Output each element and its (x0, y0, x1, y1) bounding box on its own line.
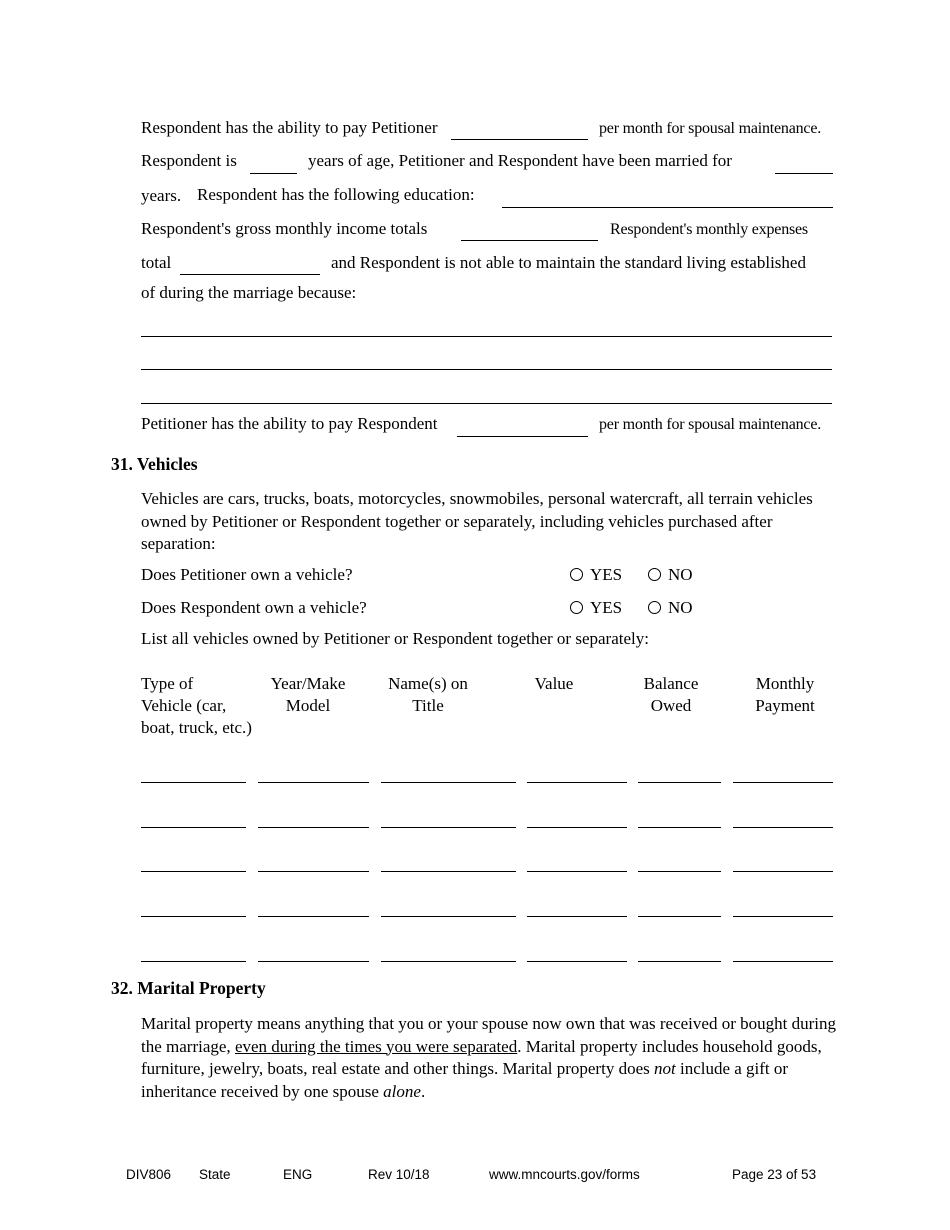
standard-living-text: and Respondent is not able to maintain the standard living established (331, 253, 806, 272)
vehicle-row-2-type-field[interactable] (141, 827, 246, 828)
vehicle-row-4-type-field[interactable] (141, 916, 246, 917)
vehicle-row-3-monthly-payment-field[interactable] (733, 871, 833, 872)
resp-ability-label: Respondent has the ability to pay Petitioner (141, 118, 438, 137)
vehicle-row-5-monthly-payment-field[interactable] (733, 961, 833, 962)
vehicle-row-4-year-make-model-field[interactable] (258, 916, 369, 917)
married-years-field[interactable] (775, 173, 833, 174)
petitioner-no-option[interactable]: NO (648, 565, 693, 585)
petitioner-vehicle-question: Does Petitioner own a vehicle? (141, 565, 353, 584)
resp-ability-suffix: per month for spousal maintenance. (599, 120, 822, 137)
vehicle-row-3-year-make-model-field[interactable] (258, 871, 369, 872)
footer-website[interactable]: www.mncourts.gov/forms (489, 1167, 640, 1182)
petitioner-yes-option[interactable]: YES (570, 565, 622, 585)
pet-ability-label: Petitioner has the ability to pay Respondent (141, 414, 438, 433)
radio-circle-icon[interactable] (570, 601, 583, 614)
resp-age-label: Respondent is (141, 151, 237, 170)
pet-ability-amount-field[interactable] (457, 436, 588, 437)
radio-circle-icon[interactable] (648, 568, 661, 581)
footer-jurisdiction: State (199, 1167, 231, 1182)
col-value: Value (534, 674, 574, 693)
col-names-on-title: Name(s) on Title (388, 674, 468, 715)
radio-circle-icon[interactable] (570, 568, 583, 581)
reason-line-1[interactable] (141, 336, 832, 337)
resp-ability-amount-field[interactable] (451, 139, 588, 140)
vehicle-row-1-monthly-payment-field[interactable] (733, 782, 833, 783)
vehicle-row-4-names-on-title-field[interactable] (381, 916, 516, 917)
education-label: Respondent has the following education: (197, 185, 475, 204)
respondent-vehicle-question: Does Respondent own a vehicle? (141, 598, 367, 617)
reason-line-3[interactable] (141, 403, 832, 404)
reason-line-2[interactable] (141, 369, 832, 370)
vehicle-list-instruction: List all vehicles owned by Petitioner or Respondent together or separately: (141, 629, 649, 648)
gross-income-label: Respondent's gross monthly income totals (141, 219, 428, 238)
during-marriage-text: of during the marriage because: (141, 283, 357, 302)
vehicle-row-1-names-on-title-field[interactable] (381, 782, 516, 783)
col-type-of-vehicle: Type of Vehicle (car, boat, truck, etc.) (141, 674, 252, 737)
vehicle-row-2-balance-owed-field[interactable] (638, 827, 721, 828)
monthly-expenses-label: Respondent's monthly expenses (610, 221, 808, 238)
vehicle-row-2-names-on-title-field[interactable] (381, 827, 516, 828)
footer-form-id: DIV806 (126, 1167, 172, 1182)
vehicle-row-4-value-field[interactable] (527, 916, 627, 917)
monthly-expenses-field[interactable] (180, 274, 320, 275)
respondent-yes-option[interactable]: YES (570, 598, 622, 618)
gross-income-field[interactable] (461, 240, 598, 241)
vehicle-row-1-balance-owed-field[interactable] (638, 782, 721, 783)
vehicles-heading: 31. Vehicles (111, 454, 198, 474)
col-year-make-model: Year/Make Model (270, 674, 346, 715)
vehicle-row-2-monthly-payment-field[interactable] (733, 827, 833, 828)
alone-italic-text: alone (383, 1081, 421, 1101)
education-field[interactable] (502, 207, 833, 208)
vehicle-row-1-value-field[interactable] (527, 782, 627, 783)
footer-page-number: Page 23 of 53 (732, 1167, 817, 1182)
marital-property-text: Marital property means anything that you or your spouse now own that was received or bought during the marriage, even during the times you were separated. Marital property includes household goods, furniture, jewelry, boats, real estate and other things. Marital property does not include a gift or inheritance received by one spouse alone. (141, 1014, 836, 1101)
vehicle-row-4-monthly-payment-field[interactable] (733, 916, 833, 917)
vehicle-row-5-year-make-model-field[interactable] (258, 961, 369, 962)
vehicle-row-3-balance-owed-field[interactable] (638, 871, 721, 872)
pet-ability-suffix: per month for spousal maintenance. (599, 416, 822, 433)
vehicle-row-1-year-make-model-field[interactable] (258, 782, 369, 783)
vehicle-row-3-names-on-title-field[interactable] (381, 871, 516, 872)
vehicle-row-3-value-field[interactable] (527, 871, 627, 872)
radio-circle-icon[interactable] (648, 601, 661, 614)
resp-age-field[interactable] (250, 173, 297, 174)
total-word: total (141, 253, 172, 272)
separated-underlined-text: even during the times you were separated (234, 1036, 518, 1056)
vehicle-row-5-value-field[interactable] (527, 961, 627, 962)
vehicle-row-4-balance-owed-field[interactable] (638, 916, 721, 917)
years-word: years. (141, 186, 182, 205)
marital-property-heading: 32. Marital Property (111, 978, 266, 998)
col-balance-owed: Balance Owed (643, 674, 699, 715)
footer-revision: Rev 10/18 (368, 1167, 430, 1182)
married-years-label: years of age, Petitioner and Respondent have been married for (308, 151, 732, 170)
not-italic-text: not (653, 1059, 676, 1078)
col-monthly-payment: Monthly Payment (755, 674, 815, 715)
vehicle-row-5-balance-owed-field[interactable] (638, 961, 721, 962)
respondent-no-option[interactable]: NO (648, 598, 693, 618)
vehicle-row-5-names-on-title-field[interactable] (381, 961, 516, 962)
vehicles-intro: Vehicles are cars, trucks, boats, motorcycles, snowmobiles, personal watercraft, all terrain vehicles owned by Petitioner or Respondent together or separately, including vehicles purchased after separation: (141, 489, 813, 553)
vehicle-row-2-value-field[interactable] (527, 827, 627, 828)
vehicle-row-3-type-field[interactable] (141, 871, 246, 872)
vehicle-row-1-type-field[interactable] (141, 782, 246, 783)
footer-language: ENG (283, 1167, 313, 1182)
vehicle-row-2-year-make-model-field[interactable] (258, 827, 369, 828)
vehicle-row-5-type-field[interactable] (141, 961, 246, 962)
